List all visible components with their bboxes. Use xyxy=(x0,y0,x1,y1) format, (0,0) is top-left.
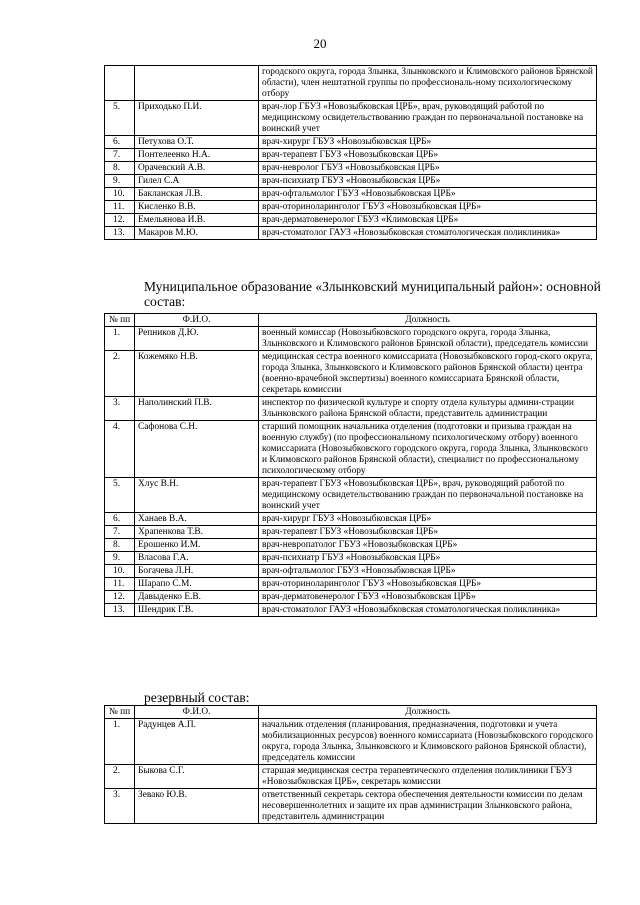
table-row xyxy=(105,765,597,789)
table-row xyxy=(105,513,597,526)
cell-number: 13. xyxy=(105,227,135,240)
cell-name: Макаров М.Ю. xyxy=(135,227,259,240)
cell-position: врач-стоматолог ГАУЗ «Новозыбковская стоматологическая поликлиника» xyxy=(259,227,597,240)
column-header-name: Ф.И.О. xyxy=(135,314,259,327)
table-row xyxy=(105,101,597,136)
cell-name: Радунцев А.П. xyxy=(135,719,259,765)
table-row xyxy=(105,188,597,201)
table-row xyxy=(105,227,597,240)
cell-position: врач-хирург ГБУЗ «Новозыбковская ЦРБ» xyxy=(259,136,597,149)
cell-position: врач-терапевт ГБУЗ «Новозыбковская ЦРБ», врач, руководящий работой по медицинскому освидетельствованию граждан по первоначальной постановке на воинский учет xyxy=(259,478,597,513)
cell-position: медицинская сестра военного комиссариата (Новозыбковского город-ского округа, города Злынка, Злынковского и Климовского районов Брянской области) центра (военно-врачебной экспертизы) военного комиссариата Брянской области, секретарь комиссии xyxy=(259,351,597,397)
cell-position: врач-стоматолог ГАУЗ «Новозыбковская стоматологическая поликлиника» xyxy=(259,604,597,617)
cell-name: Богачева Л.Н. xyxy=(135,565,259,578)
column-header-position: Должность xyxy=(259,314,597,327)
cell-position: начальник отделения (планирования, предназначения, подготовки и учета мобилизационных ресурсов) военного комиссариата (Новозыбковского городского округа, города Злынка, Злынковского и Климовского районов Брянской области), председатель комиссии xyxy=(259,719,597,765)
cell-number: 12. xyxy=(105,214,135,227)
commission-table-continued xyxy=(104,65,597,240)
cell-position: врач-психиатр ГБУЗ «Новозыбковская ЦРБ» xyxy=(259,175,597,188)
cell-name: Храпенкова Т.В. xyxy=(135,526,259,539)
cell-position: военный комиссар (Новозыбковского городского округа, города Злынка, Злынковского и Климовского районов Брянской области), председатель комиссии xyxy=(259,327,597,351)
cell-number: 3. xyxy=(105,789,135,824)
cell-name: Наполинский П.В. xyxy=(135,397,259,421)
cell-number: 1. xyxy=(105,327,135,351)
column-header-number: № пп xyxy=(105,314,135,327)
table-row xyxy=(105,397,597,421)
cell-position: городского округа, города Злынка, Злынковского и Климовского районов Брянской области), член нештатной группы по профессиональ-ному психологическому отбору xyxy=(259,66,597,101)
table-row xyxy=(105,162,597,175)
cell-position: врач-оториноларинголог ГБУЗ «Новозыбковская ЦРБ» xyxy=(259,201,597,214)
cell-name xyxy=(135,66,259,101)
cell-position: врач-терапевт ГБУЗ «Новозыбковская ЦРБ» xyxy=(259,526,597,539)
cell-number: 11. xyxy=(105,201,135,214)
cell-position: инспектор по физической культуре и спорту отдела культуры админи-страции Злынковского района Брянской области, представитель администрации xyxy=(259,397,597,421)
table-row xyxy=(105,214,597,227)
cell-name: Понтелеенко Н.А. xyxy=(135,149,259,162)
cell-position: врач-офтальмолог ГБУЗ «Новозыбковская ЦРБ» xyxy=(259,565,597,578)
table-header-row xyxy=(105,314,597,327)
table-row xyxy=(105,604,597,617)
table-row xyxy=(105,719,597,765)
cell-name: Шарапо С.М. xyxy=(135,578,259,591)
cell-name: Зевако Ю.В. xyxy=(135,789,259,824)
cell-number xyxy=(105,66,135,101)
table-row xyxy=(105,578,597,591)
table-row xyxy=(105,478,597,513)
cell-name: Шендрик Г.В. xyxy=(135,604,259,617)
cell-number: 7. xyxy=(105,526,135,539)
cell-name: Гилел С.А xyxy=(135,175,259,188)
table-row xyxy=(105,526,597,539)
cell-number: 5. xyxy=(105,478,135,513)
cell-name: Петухова О.Т. xyxy=(135,136,259,149)
cell-position: врач-невропатолог ГБУЗ «Новозыбковская ЦРБ» xyxy=(259,539,597,552)
table-row xyxy=(105,565,597,578)
cell-number: 11. xyxy=(105,578,135,591)
cell-number: 1. xyxy=(105,719,135,765)
cell-name: Быкова С.Г. xyxy=(135,765,259,789)
cell-position: врач-офтальмолог ГБУЗ «Новозыбковская ЦРБ» xyxy=(259,188,597,201)
table-row xyxy=(105,539,597,552)
column-header-name: Ф.И.О. xyxy=(135,706,259,719)
cell-position: старший помощник начальника отделения (подготовки и призыва граждан на военную службу) (по профессиональному психологическому отбору) военного комиссариата (Новозыбковского городского округа, города Злынка, Злынковского и Климовского районов Брянской области), специалист по профессиональному психологическому отбору xyxy=(259,421,597,478)
table-row xyxy=(105,351,597,397)
cell-number: 9. xyxy=(105,552,135,565)
table-row xyxy=(105,552,597,565)
table-row xyxy=(105,327,597,351)
cell-position: врач-оториноларинголог ГБУЗ «Новозыбковская ЦРБ» xyxy=(259,578,597,591)
commission-table-main xyxy=(104,313,597,617)
table-row xyxy=(105,591,597,604)
cell-name: Давыденко Е.В. xyxy=(135,591,259,604)
cell-name: Хлус В.Н. xyxy=(135,478,259,513)
section-heading-reserve: резервный состав: xyxy=(144,690,250,705)
cell-position: врач-лор ГБУЗ «Новозыбковская ЦРБ», врач, руководящий работой по медицинскому освидетельствованию граждан по первоначальной постановке на воинский учет xyxy=(259,101,597,136)
commission-table-reserve xyxy=(104,705,597,824)
cell-number: 4. xyxy=(105,421,135,478)
cell-position: врач-невролог ГБУЗ «Новозыбковская ЦРБ» xyxy=(259,162,597,175)
cell-name: Ханаев В.А. xyxy=(135,513,259,526)
cell-number: 6. xyxy=(105,513,135,526)
cell-position: ответственный секретарь сектора обеспечения деятельности комиссии по делам несовершеннолетних и защите их прав администрации Злынковского района, представитель администрации xyxy=(259,789,597,824)
table-row xyxy=(105,421,597,478)
cell-number: 7. xyxy=(105,149,135,162)
cell-name: Орачевский А.В. xyxy=(135,162,259,175)
cell-name: Кисленко В.В. xyxy=(135,201,259,214)
cell-name: Бакланская Л.В. xyxy=(135,188,259,201)
table-row xyxy=(105,789,597,824)
cell-number: 10. xyxy=(105,188,135,201)
cell-number: 9. xyxy=(105,175,135,188)
cell-number: 12. xyxy=(105,591,135,604)
cell-name: Ерошенко И.М. xyxy=(135,539,259,552)
cell-position: старшая медицинская сестра терапевтического отделения поликлиники ГБУЗ «Новозыбковская ЦРБ», секретарь комиссии xyxy=(259,765,597,789)
cell-position: врач-терапевт ГБУЗ «Новозыбковская ЦРБ» xyxy=(259,149,597,162)
cell-number: 2. xyxy=(105,765,135,789)
cell-name: Власова Г.А. xyxy=(135,552,259,565)
column-header-number: № пп xyxy=(105,706,135,719)
table-row xyxy=(105,175,597,188)
page-number: 20 xyxy=(313,36,327,51)
cell-name: Емельянова И.В. xyxy=(135,214,259,227)
cell-name: Приходько П.И. xyxy=(135,101,259,136)
table-row xyxy=(105,136,597,149)
table-row xyxy=(105,66,597,101)
cell-number: 3. xyxy=(105,397,135,421)
cell-number: 2. xyxy=(105,351,135,397)
cell-name: Кожемяко Н.В. xyxy=(135,351,259,397)
cell-number: 8. xyxy=(105,539,135,552)
cell-number: 8. xyxy=(105,162,135,175)
cell-name: Сафонова С.Н. xyxy=(135,421,259,478)
cell-number: 10. xyxy=(105,565,135,578)
cell-position: врач-дерматовенеролог ГБУЗ «Новозыбковская ЦРБ» xyxy=(259,591,597,604)
cell-number: 13. xyxy=(105,604,135,617)
cell-position: врач-психиатр ГБУЗ «Новозыбковская ЦРБ» xyxy=(259,552,597,565)
cell-number: 5. xyxy=(105,101,135,136)
section-heading-main: Муниципальное образование «Злынковский муниципальный район»: основной состав: xyxy=(144,279,601,309)
column-header-position: Должность xyxy=(259,706,597,719)
cell-position: врач-хирург ГБУЗ «Новозыбковская ЦРБ» xyxy=(259,513,597,526)
cell-number: 6. xyxy=(105,136,135,149)
table-header-row xyxy=(105,706,597,719)
cell-position: врач-дерматовенеролог ГБУЗ «Климовская ЦРБ» xyxy=(259,214,597,227)
cell-name: Репников Д.Ю. xyxy=(135,327,259,351)
table-row xyxy=(105,201,597,214)
table-row xyxy=(105,149,597,162)
